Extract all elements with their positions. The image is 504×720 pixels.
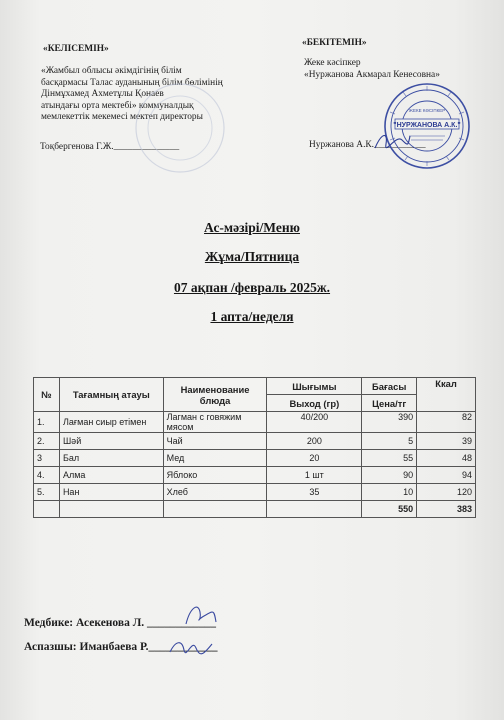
stamp-center-text: "НУРЖАНОВА А.К." <box>393 122 461 129</box>
entrepreneur-stamp <box>383 82 471 170</box>
date-title: 07 ақпан /февраль 2025ж. <box>173 280 331 295</box>
stamp-ring-text: ЖЕКЕ КӘСІПКЕР <box>408 108 446 113</box>
cell-name-ru: Хлеб <box>163 484 267 501</box>
director-signature <box>372 128 412 154</box>
left-approval-line: Дінмұхамед Ахметұлы Қонаев <box>41 89 164 99</box>
cell-price: 55 <box>362 450 417 467</box>
medic-signature-line: Медбике: Асекенова Л. ____________ <box>24 617 217 629</box>
header-name-kz: Тағамның атауы <box>59 378 163 412</box>
table-row <box>34 467 476 484</box>
header-output: Шығымы <box>267 378 362 395</box>
table-row <box>34 433 476 450</box>
left-signer: Тоқбергенова Г.Ж.______________ <box>40 142 180 152</box>
left-approval-line: атындағы орта мектебі» коммуналдық <box>41 100 194 111</box>
table-row <box>34 450 476 467</box>
left-approval-line: басқармасы Талас ауданының білім бөлімінің <box>41 77 223 88</box>
cell-name-kz: Шәй <box>59 433 163 450</box>
cell-num: 5. <box>34 484 60 501</box>
header-output-sub: Выход (гр) <box>267 395 362 412</box>
table-row <box>34 412 476 433</box>
left-approval-line: мемлекеттік мекемесі мектеп директоры <box>41 112 203 122</box>
header-price: Бағасы <box>362 378 417 395</box>
right-approval-heading: «БЕКІТЕМІН» <box>302 38 367 48</box>
total-kcal: 383 <box>417 501 476 518</box>
cell-kcal: 39 <box>417 433 476 450</box>
cell-name-ru: Яблоко <box>163 467 267 484</box>
right-approval-text <box>304 58 504 81</box>
right-signer: Нуржанова А.К.___________ <box>309 140 426 150</box>
cell-name-kz: Бал <box>59 450 163 467</box>
cell-output: 1 шт <box>267 467 362 484</box>
header-name-ru: Наименование блюда <box>163 378 267 412</box>
header-price-sub: Цена/тг <box>362 395 417 412</box>
cell-price: 10 <box>362 484 417 501</box>
total-price: 550 <box>362 501 417 518</box>
cell-output: 35 <box>267 484 362 501</box>
table-row <box>34 484 476 501</box>
right-approval-line: «Нуржанова Акмарал Кенесовна» <box>304 69 440 80</box>
cell-name-ru: Лагман с говяжим мясом <box>163 412 267 433</box>
cell-output: 40/200 <box>267 412 362 433</box>
day-title: Жұма/Пятница <box>204 249 300 264</box>
left-approval-heading: «КЕЛІСЕМІН» <box>43 44 109 54</box>
table-header-row <box>34 378 476 395</box>
cell-output: 20 <box>267 450 362 467</box>
header-kcal: Ккал <box>417 378 476 412</box>
menu-title: Ас-мәзірі/Меню <box>204 220 300 235</box>
header-num: № <box>34 378 60 412</box>
faint-seal <box>130 78 230 178</box>
right-approval-line: Жеке кәсіпкер <box>304 58 361 68</box>
cell-kcal: 120 <box>417 484 476 501</box>
cell-name-kz: Алма <box>59 467 163 484</box>
cook-signature <box>166 634 216 664</box>
cell-price: 390 <box>362 412 417 433</box>
cell-kcal: 82 <box>417 412 476 433</box>
cell-name-kz: Нан <box>59 484 163 501</box>
cell-output: 200 <box>267 433 362 450</box>
cell-name-kz: Лағман сиыр етімен <box>59 412 163 433</box>
cell-kcal: 48 <box>417 450 476 467</box>
cell-name-ru: Мед <box>163 450 267 467</box>
cell-num: 2. <box>34 433 60 450</box>
left-approval-line: «Жамбыл облысы әкімдігінің білім <box>41 66 182 76</box>
cook-signature-line: Аспазшы: Иманбаева Р.____________ <box>24 641 218 653</box>
cell-price: 5 <box>362 433 417 450</box>
cell-name-ru: Чай <box>163 433 267 450</box>
week-title: 1 апта/неделя <box>210 309 294 324</box>
medic-signature <box>180 600 220 630</box>
menu-table <box>33 377 476 518</box>
table-total-row <box>34 501 476 518</box>
cell-price: 90 <box>362 467 417 484</box>
cell-num: 4. <box>34 467 60 484</box>
cell-kcal: 94 <box>417 467 476 484</box>
cell-num: 1. <box>34 412 60 433</box>
cell-num: 3 <box>34 450 60 467</box>
